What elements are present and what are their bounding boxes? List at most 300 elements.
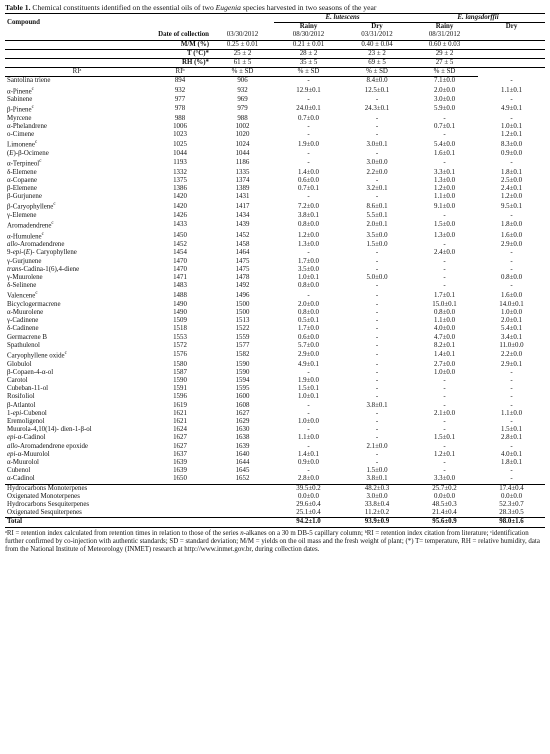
percent-value: 5.4±0.0 [434, 140, 456, 148]
percent-value: - [443, 426, 446, 434]
percent-value: - [510, 265, 513, 273]
percent-value: - [307, 442, 310, 450]
meta-row-rh [5, 59, 545, 68]
retention-index: 1509 [173, 317, 187, 325]
percent-value: - [375, 450, 379, 458]
season-dry-1: Dry [371, 23, 383, 31]
percent-value: 2.5±0.0 [501, 176, 523, 184]
ri-header: RIᵇ [149, 68, 211, 77]
percent-value: - [375, 377, 379, 384]
table-row [5, 266, 545, 274]
percent-value: 12.9±0.1 [296, 86, 321, 94]
percent-value: - [375, 176, 379, 184]
retention-index: 1386 [173, 185, 187, 193]
retention-index: 1590 [235, 368, 250, 376]
percent-value: - [443, 393, 446, 401]
percent-value: - [510, 418, 513, 426]
percent-value: - [375, 368, 379, 376]
retention-index: 988 [237, 114, 248, 122]
table-footnote: ᵃRI = retention index calculated from retention times in relation to those of the series n-alkanes on a 30 m DB-5 capillary column; ᵇRI = retention index citation from literature; ᶜidentification further confirmed by co-injection with authentic standards; SD = standard deviation; M/M = yields on the oil mass and the fresh weight of plant; (*) T= temperature, RH = relative humidity, data from the National Institute of Meteorology (INMET) research at http://www.inmet.gov.br, during collection dates. [5, 529, 540, 554]
percent-value: 1.8±0.0 [501, 221, 523, 229]
percent-value: 8.4±0.0 [366, 77, 388, 85]
retention-index: 1595 [235, 385, 250, 393]
table-row [5, 369, 545, 377]
percent-value: - [443, 257, 446, 265]
compound-name: Germacrene B [7, 333, 47, 341]
group-value: 48.5±0.3 [432, 501, 457, 509]
meta-value: 69 ± 5 [368, 59, 386, 67]
percent-value: 2.7±0.0 [434, 360, 456, 368]
retention-index: 1433 [173, 221, 187, 229]
retention-index: 1619 [173, 401, 187, 409]
compound-name: α-Pinene$^c$ [7, 86, 34, 95]
group-row [5, 484, 545, 493]
retention-index: 1458 [235, 241, 250, 249]
percent-value: - [510, 96, 513, 104]
percent-value: - [443, 401, 446, 409]
compound-name: δ-Elemene [7, 168, 37, 176]
percent-value: - [443, 114, 446, 122]
retention-index: 1553 [173, 333, 187, 341]
meta-value: 23 ± 2 [368, 49, 386, 57]
table-row [5, 86, 545, 97]
percent-value: - [307, 131, 310, 139]
total-value: 93.9±0.9 [343, 518, 411, 527]
retention-index: 1490 [173, 300, 187, 308]
retention-index: 988 [174, 114, 186, 122]
retention-index: 932 [174, 86, 186, 94]
percent-value: - [510, 114, 513, 122]
constituents-table [5, 13, 545, 528]
sd-header: % ± SD [274, 68, 343, 77]
percent-value: 2.9±0.0 [297, 351, 319, 359]
table-row [5, 150, 545, 158]
table-row [5, 342, 545, 350]
table-label: Table 1. [5, 3, 31, 12]
percent-value: 2.4±0.1 [501, 185, 523, 193]
table-row [5, 212, 545, 220]
percent-value: 1.5±0.0 [366, 467, 388, 475]
compound-name: α-Humulene$^c$ [7, 231, 44, 240]
retention-index: 1559 [235, 333, 250, 341]
percent-value: 5.4±0.1 [501, 325, 523, 333]
percent-value: - [443, 385, 446, 393]
compound-name: γ-Cadinene [7, 317, 39, 325]
percent-value: - [375, 385, 379, 393]
retention-index: 1439 [235, 221, 250, 229]
percent-value: 1.2±0.0 [297, 231, 319, 239]
percent-value: - [375, 282, 379, 290]
percent-value: 0.8±0.0 [297, 309, 319, 317]
percent-value: 1.0±0.1 [501, 123, 523, 131]
percent-value: 0.8±0.0 [434, 309, 456, 317]
sd-header: % ± SD [411, 68, 478, 77]
percent-value: 1.6±0.0 [501, 291, 523, 299]
retention-index: 1587 [173, 368, 187, 376]
compound-name: Carotol [7, 377, 28, 384]
retention-index: 1629 [235, 418, 250, 426]
retention-index: 1500 [235, 300, 250, 308]
retention-index: 1454 [173, 249, 187, 257]
percent-value: - [307, 193, 310, 201]
percent-value: - [510, 467, 513, 475]
meta-value: 0.60 ± 0.03 [428, 40, 461, 48]
table-row [5, 177, 545, 185]
percent-value: 3.5±0.0 [297, 265, 319, 273]
retention-index: 1594 [235, 377, 250, 384]
percent-value: 2.8±0.1 [501, 434, 523, 442]
percent-value: 4.7±0.0 [434, 333, 456, 341]
compound-name: α-Copaene [7, 176, 38, 184]
compound-name: Globulol [7, 360, 32, 368]
group-value: 0.0±0.0 [434, 492, 456, 500]
percent-value: 0.9±0.0 [501, 149, 523, 157]
percent-value: 1.3±0.0 [434, 231, 456, 239]
percent-value: 24.3±0.1 [364, 105, 390, 113]
retention-index: 1513 [235, 317, 250, 325]
percent-value: 3.0±0.0 [366, 159, 388, 167]
percent-value: 2.1±0.0 [434, 409, 456, 417]
percent-value: - [510, 385, 513, 393]
retention-index: 1470 [173, 265, 187, 273]
percent-value: - [443, 273, 446, 281]
retention-index: 1186 [235, 159, 250, 167]
group-label: Hydrocarbons Monoterpenes [5, 484, 274, 493]
percent-value: 1.0±0.0 [297, 418, 319, 426]
percent-value: - [510, 257, 513, 265]
percent-value: - [375, 418, 379, 426]
percent-value: - [307, 467, 310, 475]
retention-index: 1500 [235, 309, 250, 317]
compound-name: Sabinene [7, 96, 33, 104]
percent-value: 0.8±0.0 [501, 273, 523, 281]
compound-name: (E)-β-Ocimene [7, 149, 49, 157]
retention-index: 1627 [173, 434, 187, 442]
percent-value: 1.9±0.0 [297, 377, 319, 384]
retention-index: 1002 [235, 123, 250, 131]
group-row [5, 493, 545, 501]
compound-name: α-Phelandrene [7, 123, 47, 131]
retention-index: 1020 [235, 131, 250, 139]
percent-value: 2.2±0.0 [501, 351, 523, 359]
percent-value: - [443, 211, 446, 219]
table-row [5, 385, 545, 393]
retention-index: 1478 [235, 273, 250, 281]
compound-name: α-Terpineol$^c$ [7, 159, 42, 168]
percent-value: 1.7±0.0 [297, 257, 319, 265]
percent-value: - [443, 459, 446, 467]
percent-value: - [510, 211, 513, 219]
percent-value: 3.0±0.0 [434, 96, 456, 104]
table-row [5, 317, 545, 325]
percent-value: - [443, 265, 446, 273]
percent-value: - [375, 123, 379, 131]
percent-value: 3.3±0.1 [434, 168, 456, 176]
retention-index: 1375 [173, 176, 187, 184]
group-row [5, 501, 545, 509]
percent-value: - [375, 393, 379, 401]
percent-value: - [375, 333, 379, 341]
meta-value: 0.40 ± 0.04 [361, 40, 393, 48]
ri-header-row [5, 68, 545, 77]
sd-header: % ± SD [343, 68, 411, 77]
retention-index: 894 [174, 77, 186, 85]
compound-name: β-Atlantol [7, 401, 36, 409]
group-value: 17.4±0.4 [478, 484, 545, 493]
percent-value: 1.2±0.1 [434, 450, 456, 458]
table-row [5, 258, 545, 266]
retention-index: 1452 [173, 241, 187, 249]
compound-name: 9-epi-(E)- Caryophyllene [7, 249, 77, 257]
percent-value: - [375, 300, 379, 308]
percent-value: 9.1±0.0 [434, 202, 456, 210]
retention-index: 932 [237, 86, 248, 94]
compound-name: β-Caryophyllene$^c$ [7, 202, 56, 211]
table-title: Chemical constituents identified on the essential oils of two Eugenia species harvested in two seasons of the year [32, 3, 377, 12]
retention-index: 1580 [173, 360, 187, 368]
species-1-header: E. lutescens [274, 14, 411, 23]
percent-value: 11.0±0.0 [499, 341, 524, 349]
retention-index: 1488 [173, 291, 187, 299]
percent-value: 1.1±0.0 [434, 317, 456, 325]
retention-index: 1639 [235, 442, 250, 450]
table-row [5, 274, 545, 282]
percent-value: 1.5±0.1 [297, 385, 319, 393]
percent-value: 2.2±0.0 [366, 168, 388, 176]
percent-value: - [307, 77, 310, 85]
group-value: 48.2±0.3 [343, 484, 411, 493]
meta-value: 35 ± 5 [299, 59, 318, 67]
percent-value: - [375, 325, 379, 333]
table-row [5, 201, 545, 212]
percent-value: 1.8±0.1 [501, 168, 523, 176]
retention-index: 1475 [235, 257, 250, 265]
percent-value: - [375, 96, 379, 104]
retention-index: 1483 [173, 282, 187, 290]
table-row [5, 350, 545, 361]
percent-value: 1.0±0.0 [501, 309, 523, 317]
percent-value: - [375, 459, 379, 467]
compound-name: Myrcene [7, 114, 32, 122]
percent-value: 3.3±0.0 [434, 475, 456, 483]
table-row [5, 169, 545, 177]
retention-index: 1464 [235, 249, 250, 257]
compound-name: trans-Cadina-1(6),4-diene [7, 265, 80, 273]
percent-value: - [443, 418, 446, 426]
percent-value: - [307, 291, 310, 299]
percent-value: - [510, 475, 513, 483]
table-row [5, 104, 545, 115]
percent-value: 0.7±0.0 [297, 114, 319, 122]
percent-value: 1.0±0.0 [434, 368, 456, 376]
percent-value: 2.0±0.0 [297, 300, 319, 308]
percent-value: 3.8±0.1 [297, 211, 319, 219]
group-value: 3.0±0.0 [366, 492, 388, 500]
percent-value: - [510, 77, 513, 85]
species-header-row [5, 14, 545, 23]
percent-value: 2.4±0.0 [434, 249, 456, 257]
compound-name: β-Pinene$^c$ [7, 105, 34, 114]
percent-value: 1.5±0.0 [434, 221, 456, 229]
percent-value: 3.5±0.0 [366, 231, 388, 239]
table-row [5, 309, 545, 317]
percent-value: 1.3±0.0 [434, 176, 456, 184]
compound-name: β-Gurjunene [7, 193, 42, 201]
retention-index: 1389 [235, 185, 250, 193]
table-row [5, 158, 545, 169]
table-row [5, 393, 545, 401]
total-label: Total [5, 518, 274, 527]
retention-index: 906 [237, 77, 248, 85]
percent-value: 7.1±0.0 [434, 77, 456, 85]
percent-value: - [375, 257, 379, 265]
retention-index: 1492 [235, 282, 250, 290]
table-row [5, 451, 545, 459]
table-row [5, 334, 545, 342]
table-row [5, 377, 545, 385]
percent-value: - [510, 393, 513, 401]
percent-value: - [443, 377, 446, 384]
table-row [5, 459, 545, 467]
compound-name: Rosifoliol [7, 393, 35, 401]
total-value: 94.2±1.0 [274, 518, 343, 527]
retention-index: 1420 [173, 193, 187, 201]
percent-value: 1.4±0.1 [297, 450, 319, 458]
percent-value: 2.1±0.0 [366, 442, 388, 450]
compound-name: Cubeban-11-ol [7, 385, 49, 393]
compound-name: epi-α-Muurolol [7, 450, 50, 458]
percent-value: - [443, 282, 446, 290]
compound-name: Muurola-4,10(14)- dien-1-β-ol [7, 426, 92, 434]
percent-value: - [375, 426, 379, 434]
compound-name: allo-Aromadendrene [7, 241, 65, 249]
percent-value: - [375, 317, 379, 325]
retention-index: 1590 [173, 377, 187, 384]
percent-value: 1.2±0.0 [434, 185, 456, 193]
retention-index: 977 [174, 96, 186, 104]
total-value: 95.6±0.9 [411, 518, 478, 527]
document [5, 3, 545, 555]
retention-index: 1374 [235, 176, 250, 184]
percent-value: 4.9±0.1 [501, 105, 523, 113]
percent-value: - [307, 401, 310, 409]
compound-name: γ-Gurjunene [7, 257, 42, 265]
compound-name: Caryophyllene oxide$^c$ [7, 351, 67, 360]
season-rainy-1: Rainy [299, 23, 318, 31]
meta-value: 0.21 ± 0.01 [292, 40, 325, 48]
percent-value: - [307, 96, 310, 104]
table-row [5, 193, 545, 201]
group-label: Oxigenated Sesquiterpenes [7, 509, 82, 517]
compound-name: Aromadendrene$^c$ [7, 221, 54, 230]
meta-row-t [5, 49, 545, 58]
retention-index: 1496 [235, 291, 250, 299]
retention-index: 1434 [235, 211, 250, 219]
percent-value: 4.0±0.1 [501, 450, 523, 458]
table-row [5, 231, 545, 242]
compound-name: epi-α-Cadinol [7, 434, 46, 442]
group-value: 33.8±0.4 [364, 501, 390, 509]
retention-index: 1193 [173, 159, 187, 167]
percent-value: 5.5±0.1 [366, 211, 388, 219]
percent-value: 1.9±0.0 [297, 140, 319, 148]
meta-label: M/M (%) [180, 40, 209, 48]
species-2-header: E. langsdorffii [411, 14, 545, 23]
meta-value: 08/30/2012 [292, 31, 325, 39]
percent-value: - [443, 131, 446, 139]
percent-value: 0.7±0.1 [297, 185, 319, 193]
table-row [5, 410, 545, 418]
retention-index: 1335 [235, 168, 250, 176]
retention-index: 1490 [173, 309, 187, 317]
group-value: 52.3±0.7 [499, 501, 524, 509]
table-row [5, 185, 545, 193]
table-row [5, 220, 545, 231]
percent-value: 1.1±0.1 [501, 86, 523, 94]
percent-value: - [510, 249, 513, 257]
percent-value: - [307, 149, 310, 157]
meta-label: T (°C)* [187, 49, 209, 57]
compound-name: α-Muurolene [7, 309, 44, 317]
compound-name: α-Muurolol [7, 459, 39, 467]
retention-index: 1332 [173, 168, 187, 176]
percent-value: - [307, 409, 310, 417]
percent-value: 3.0±0.1 [366, 140, 388, 148]
table-row [5, 115, 545, 123]
compound-name: β-Elemene [7, 185, 37, 193]
percent-value: 8.3±0.0 [501, 140, 523, 148]
retention-index: 978 [174, 105, 186, 113]
percent-value: 1.2±0.0 [501, 193, 523, 201]
meta-row-mm [5, 40, 545, 49]
retention-index: 1644 [235, 459, 250, 467]
percent-value: 1.7±0.0 [297, 325, 319, 333]
percent-value: 8.2±0.1 [434, 341, 456, 349]
percent-value: 8.6±0.1 [366, 202, 388, 210]
retention-index: 1640 [235, 450, 250, 458]
group-value: 25.7±0.2 [411, 484, 478, 493]
retention-index: 969 [237, 96, 248, 104]
table-row [5, 131, 545, 139]
group-value: 0.0±0.0 [297, 492, 319, 500]
table-row [5, 282, 545, 290]
group-value: 29.6±0.4 [296, 501, 321, 509]
meta-value: 61 ± 5 [233, 59, 252, 67]
compound-name: o-Cimene [7, 131, 35, 139]
percent-value: 4.0±0.0 [434, 325, 456, 333]
compound-name: δ-Selinene [7, 282, 37, 290]
percent-value: 3.8±0.1 [366, 401, 388, 409]
percent-value: - [375, 149, 379, 157]
retention-index: 1450 [173, 231, 187, 239]
percent-value: 0.8±0.0 [297, 282, 319, 290]
percent-value: - [443, 467, 446, 475]
meta-value: 29 ± 2 [435, 49, 454, 57]
retention-index: 1025 [173, 140, 187, 148]
percent-value: 2.0±0.1 [366, 221, 388, 229]
retention-index: 1577 [235, 341, 250, 349]
percent-value: - [375, 114, 379, 122]
retention-index: 1652 [235, 475, 250, 483]
meta-value: 03/31/2012 [361, 31, 393, 39]
percent-value: - [307, 249, 310, 257]
percent-value: 3.4±0.1 [501, 333, 523, 341]
percent-value: 2.9±0.0 [501, 241, 523, 249]
retention-index: 1452 [235, 231, 250, 239]
percent-value: 12.5±0.1 [364, 86, 390, 94]
table-row [5, 123, 545, 131]
retention-index: 1576 [173, 351, 187, 359]
